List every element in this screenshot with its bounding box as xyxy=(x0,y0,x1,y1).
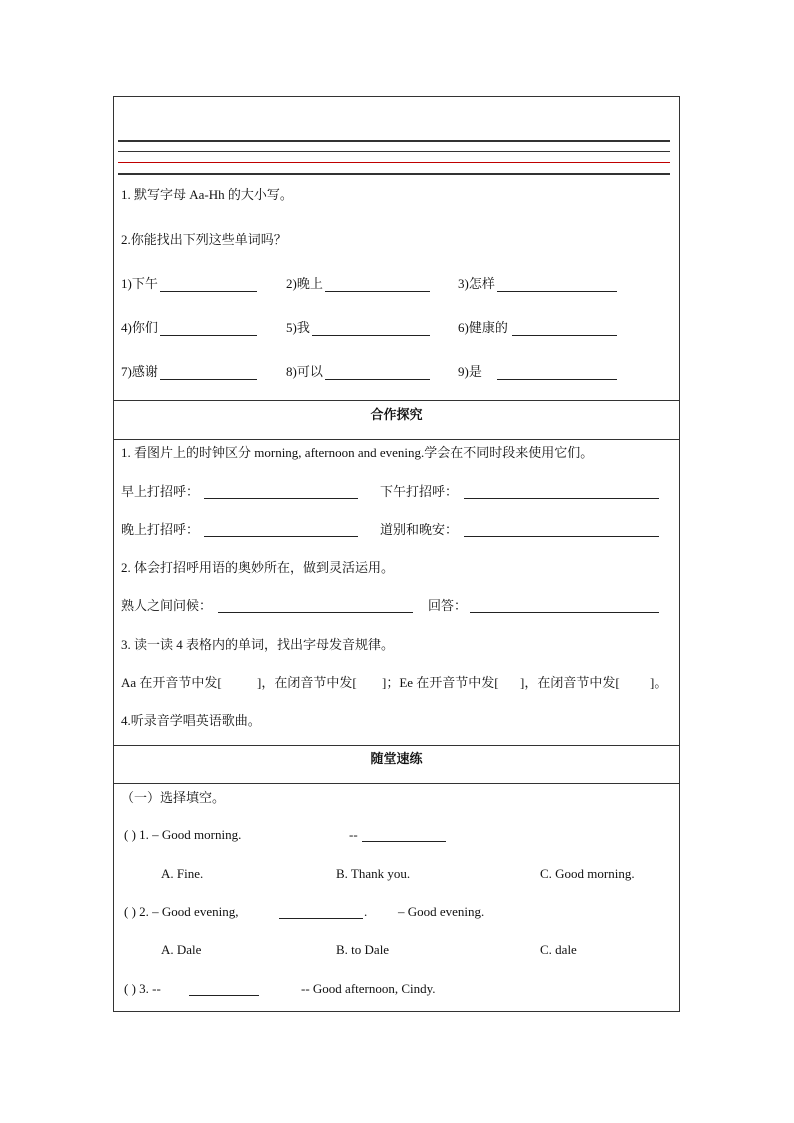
header-rule-2 xyxy=(118,151,670,152)
question-1-option-c: C. Good morning. xyxy=(540,866,635,881)
question-2: ( ) 2. – Good evening, xyxy=(124,904,239,919)
goodbye-blank[interactable] xyxy=(464,536,659,537)
cooperate-item1: 1. 看图片上的时钟区分 morning, afternoon and evening.学会在不同时段来使用它们。 xyxy=(121,445,594,460)
word-label: 1)下午 xyxy=(121,276,158,291)
word-label: 6)健康的 xyxy=(458,320,508,335)
question-1-option-a: A. Fine. xyxy=(161,866,204,881)
header-rule-3 xyxy=(118,162,670,163)
section-title-practice: 随堂速练 xyxy=(370,751,423,766)
question-1: ( ) 1. – Good morning. xyxy=(124,827,242,842)
section-divider xyxy=(113,400,680,401)
afternoon-label: 下午打招呼： xyxy=(380,484,459,499)
afternoon-blank[interactable] xyxy=(464,498,659,499)
word-label: 4)你们 xyxy=(121,320,158,335)
goodbye-label: 道别和晚安： xyxy=(380,522,459,537)
question-1-option-b: B. Thank you. xyxy=(336,866,411,881)
evening-blank[interactable] xyxy=(204,536,358,537)
word-blank[interactable] xyxy=(160,379,257,380)
preview-q1: 1. 默写字母 Aa-Hh 的大小写。 xyxy=(121,187,293,202)
section-divider xyxy=(113,439,680,440)
acquaint-blank[interactable] xyxy=(218,612,413,613)
question-2-option-a: A. Dale xyxy=(161,942,202,957)
word-label: 9)是 xyxy=(458,364,482,379)
reply-blank[interactable] xyxy=(470,612,659,613)
question-3-blank[interactable] xyxy=(189,995,259,996)
phonics-text: ]，在闭音节中发[ xyxy=(520,675,620,690)
word-blank[interactable] xyxy=(312,335,430,336)
phonics-text: ]，在闭音节中发[ xyxy=(257,675,357,690)
section-divider xyxy=(113,783,680,784)
question-2-option-c: C. dale xyxy=(540,942,577,957)
question-3-reply: -- Good afternoon, Cindy. xyxy=(301,981,436,996)
question-3: ( ) 3. -- xyxy=(124,981,161,996)
header-rule-4 xyxy=(118,173,670,175)
word-label: 2)晚上 xyxy=(286,276,323,291)
question-2-option-b: B. to Dale xyxy=(336,942,390,957)
word-blank[interactable] xyxy=(497,291,617,292)
word-blank[interactable] xyxy=(512,335,617,336)
word-label: 8)可以 xyxy=(286,364,323,379)
practice-section-heading: （一）选择填空。 xyxy=(121,790,226,805)
word-label: 7)感谢 xyxy=(121,364,158,379)
preview-q2: 2.你能找出下列这些单词吗？ xyxy=(121,232,287,247)
word-blank[interactable] xyxy=(325,291,430,292)
phonics-text: Aa 在开音节中发[ xyxy=(121,675,222,690)
phonics-text: ]。 xyxy=(650,675,668,690)
cooperate-item4: 4.听录音学唱英语歌曲。 xyxy=(121,713,261,728)
acquaint-label: 熟人之间问候： xyxy=(121,598,213,613)
word-blank[interactable] xyxy=(160,291,257,292)
question-2-blank[interactable] xyxy=(279,918,363,919)
word-label: 5)我 xyxy=(286,320,310,335)
question-2-reply: – Good evening. xyxy=(398,904,485,919)
question-1-blank[interactable] xyxy=(362,841,446,842)
morning-blank[interactable] xyxy=(204,498,358,499)
section-title-cooperate: 合作探究 xyxy=(370,407,423,422)
morning-label: 早上打招呼： xyxy=(121,484,200,499)
question-2-dot: . xyxy=(364,904,368,919)
word-blank[interactable] xyxy=(160,335,257,336)
header-rule-1 xyxy=(118,140,670,142)
reply-label: 回答： xyxy=(428,598,468,613)
word-blank[interactable] xyxy=(325,379,430,380)
phonics-text: ]；Ee 在开音节中发[ xyxy=(382,675,499,690)
evening-label: 晚上打招呼： xyxy=(121,522,200,537)
word-label: 3)怎样 xyxy=(458,276,495,291)
cooperate-item2: 2. 体会打招呼用语的奥妙所在，做到灵活运用。 xyxy=(121,560,395,575)
section-divider xyxy=(113,745,680,746)
word-blank[interactable] xyxy=(497,379,617,380)
question-1-dash: -- xyxy=(349,827,358,842)
cooperate-item3: 3. 读一读 4 表格内的单词，找出字母发音规律。 xyxy=(121,637,395,652)
